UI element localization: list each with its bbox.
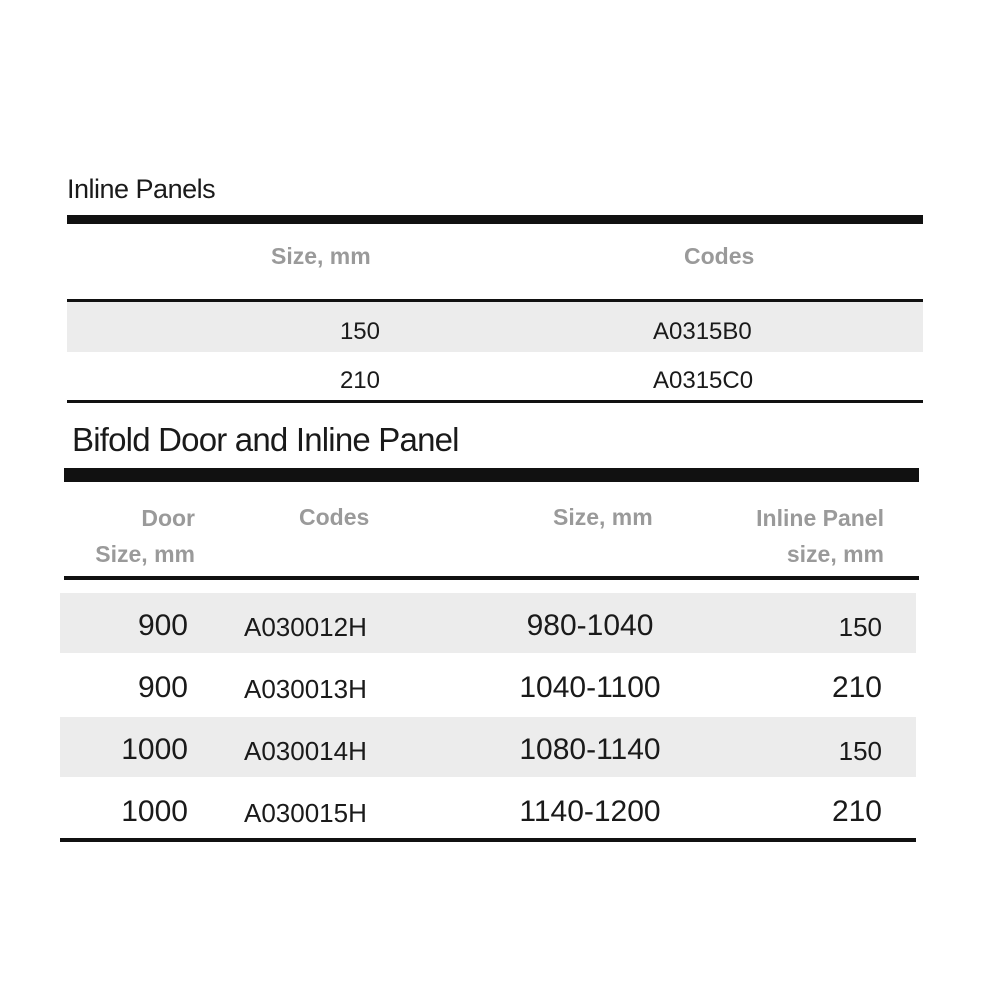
inline-panels-row-band: [67, 302, 923, 352]
bifold-top-rule: [64, 468, 919, 482]
inline-panels-header-size: Size, mm: [271, 243, 371, 269]
bifold-header-door-line2: Size, mm: [95, 541, 195, 567]
bifold-title: Bifold Door and Inline Panel: [72, 421, 459, 458]
bifold-cell-door: 1000: [121, 733, 188, 766]
bifold-cell-code: A030012H: [244, 612, 367, 642]
bifold-cell-panel: 210: [831, 795, 882, 828]
inline-panels-bottom-rule: [67, 400, 923, 403]
bifold-cell-size: 980-1040: [526, 609, 654, 642]
bifold-header-door-line1: Door: [141, 505, 195, 531]
bifold-header-rule: [64, 576, 919, 580]
bifold-header-door: [60, 500, 195, 572]
inline-panels-top-rule: [67, 215, 923, 224]
bifold-header-size: Size, mm: [553, 504, 653, 530]
bifold-cell-door: 900: [137, 609, 188, 642]
bifold-cell-size: 1140-1200: [519, 795, 661, 828]
bifold-header-inline-panel: [700, 500, 884, 572]
bifold-cell-code: A030014H: [244, 736, 367, 766]
bifold-bottom-rule: [60, 838, 916, 842]
bifold-cell-panel: 210: [831, 671, 882, 704]
inline-panels-cell-size: 150: [339, 318, 380, 345]
bifold-cell-panel: 150: [838, 736, 882, 766]
bifold-header-codes: Codes: [299, 504, 370, 530]
bifold-cell-door: 900: [137, 671, 188, 704]
bifold-cell-size: 1040-1100: [519, 671, 661, 704]
bifold-header-panel-line2: size, mm: [786, 541, 884, 567]
bifold-cell-size: 1080-1140: [519, 733, 661, 766]
bifold-cell-panel: 150: [838, 612, 882, 642]
inline-panels-header-codes: Codes: [684, 243, 755, 269]
inline-panels-title: Inline Panels: [67, 174, 216, 204]
bifold-cell-code: A030013H: [244, 674, 367, 704]
bifold-cell-code: A030015H: [244, 798, 367, 828]
bifold-header-panel-line1: Inline Panel: [756, 505, 884, 531]
inline-panels-cell-code: A0315C0: [653, 367, 754, 394]
inline-panels-cell-size: 210: [339, 367, 380, 394]
bifold-cell-door: 1000: [121, 795, 188, 828]
inline-panels-cell-code: A0315B0: [653, 318, 752, 345]
